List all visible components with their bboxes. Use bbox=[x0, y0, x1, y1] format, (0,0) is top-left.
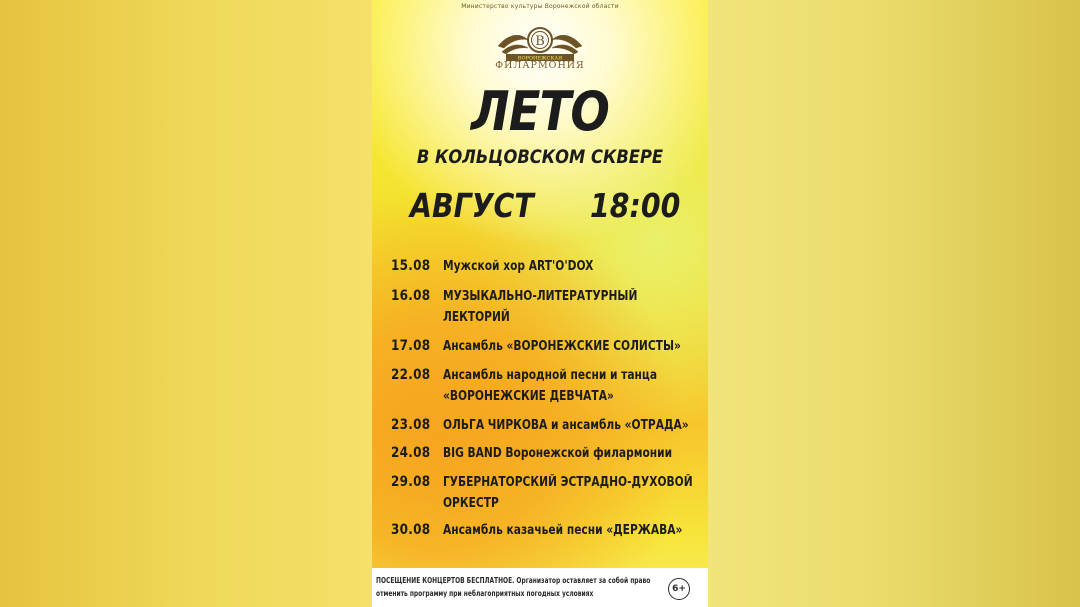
event-title: Ансамбль народной песни и танца «ВОРОНЕЖСКИЕ ДЕВЧАТА» bbox=[443, 368, 658, 404]
event-date: 24.08 bbox=[391, 445, 431, 461]
logo-banner: ВОРОНЕЖСКАЯ bbox=[517, 55, 563, 62]
organizer-line: Министерство культуры Воронежской области bbox=[461, 3, 619, 10]
event-date: 30.08 bbox=[391, 522, 431, 538]
event-date: 16.08 bbox=[391, 288, 431, 304]
background-left bbox=[0, 0, 372, 607]
event-title: ГУБЕРНАТОРСКИЙ ЭСТРАДНО-ДУХОВОЙ ОРКЕСТР bbox=[443, 475, 693, 511]
month-label: АВГУСТ bbox=[410, 186, 534, 225]
event-title: Мужской хор ART'O'DOX bbox=[443, 259, 594, 274]
start-time: 18:00 bbox=[590, 186, 681, 225]
footer-text: ПОСЕЩЕНИЕ КОНЦЕРТОВ БЕСПЛАТНОЕ. Организатор оставляет за собой право отменить программу при неблагоприятных погодных условиях bbox=[376, 576, 651, 598]
event-title: Ансамбль «ВОРОНЕЖСКИЕ СОЛИСТЫ» bbox=[443, 339, 681, 354]
footer-notice bbox=[372, 568, 708, 607]
event-title: МУЗЫКАЛЬНО-ЛИТЕРАТУРНЫЙ ЛЕКТОРИЙ bbox=[443, 289, 638, 325]
event-date: 17.08 bbox=[391, 338, 431, 354]
event-date: 15.08 bbox=[391, 258, 431, 274]
poster-subtitle: В КОЛЬЦОВСКОМ СКВЕРЕ bbox=[416, 146, 664, 168]
event-date: 22.08 bbox=[391, 367, 431, 383]
event-title: Ансамбль казачьей песни «ДЕРЖАВА» bbox=[443, 523, 683, 538]
concert-poster bbox=[372, 0, 708, 607]
event-date: 29.08 bbox=[391, 474, 431, 490]
logo-text: ФИЛАРМОНИЯ bbox=[495, 60, 585, 71]
svg-text:В: В bbox=[535, 34, 545, 49]
background-right bbox=[708, 0, 1080, 607]
event-title: ОЛЬГА ЧИРКОВА и ансамбль «ОТРАДА» bbox=[443, 418, 689, 433]
poster-title: ЛЕТО bbox=[470, 80, 610, 143]
event-title: BIG BAND Воронежской филармонии bbox=[443, 446, 673, 461]
event-date: 23.08 bbox=[391, 417, 431, 433]
age-rating-badge: 6+ bbox=[668, 578, 690, 600]
